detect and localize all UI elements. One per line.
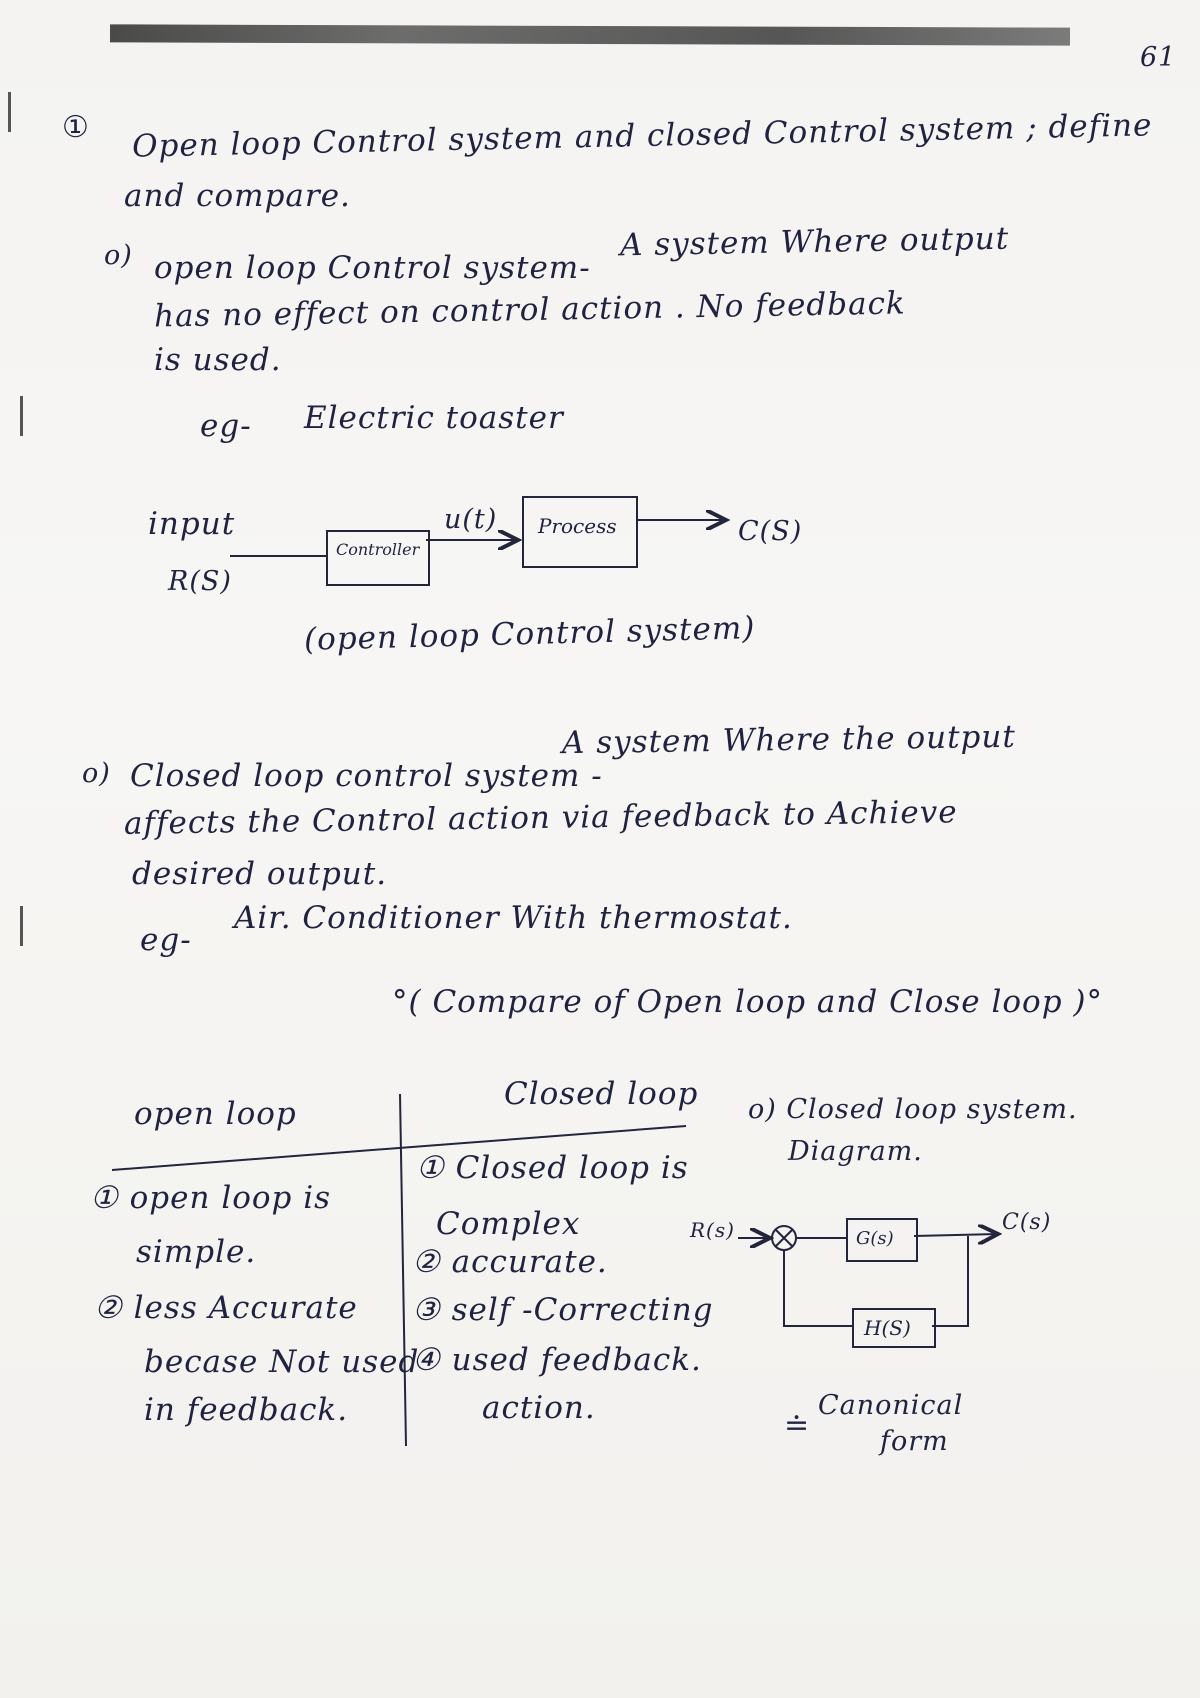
closed-point-line: Complex [436, 1206, 581, 1242]
open-point-line: ① open loop is [90, 1180, 332, 1216]
open-point-line: simple. [136, 1234, 257, 1270]
feedback-return-line [784, 1250, 852, 1326]
input-label: input [148, 506, 236, 542]
closed-point-line: ③ self -Correcting [412, 1292, 714, 1328]
closed-point-line: action. [482, 1390, 596, 1426]
closed-diagram-title-2: Diagram. [788, 1136, 923, 1167]
closed-loop-def-2: affects the Control action via feedback to Achieve [123, 794, 958, 842]
open-point-line: ② less Accurate [94, 1290, 358, 1326]
closed-point-line: ② accurate. [412, 1244, 608, 1280]
canonical-note-2: form [880, 1426, 949, 1457]
canonical-note-1: Canonical [818, 1390, 964, 1421]
page-number: 61 [1140, 42, 1177, 73]
closed-loop-column-header: Closed loop [504, 1076, 699, 1112]
process-label: Process [538, 514, 617, 538]
note-symbol: ≐ [784, 1408, 811, 1443]
open-point-line: becase Not used [144, 1344, 420, 1380]
open-loop-caption: (open loop Control system) [303, 610, 756, 658]
question-number: ① [62, 110, 90, 145]
question-line-1: Open loop Control system and closed Control system ; define [131, 107, 1153, 165]
compare-heading: °( Compare of Open loop and Close loop )° [392, 984, 1104, 1020]
closed-point-line: ④ used feedback. [412, 1342, 702, 1378]
u-of-t-label: u(t) [444, 504, 498, 535]
open-loop-bullet: o) [104, 240, 133, 271]
closed-r-label: R(s) [690, 1218, 735, 1242]
closed-diagram-title-1: o) Closed loop system. [748, 1094, 1078, 1125]
open-loop-heading: open loop Control system- [154, 250, 591, 286]
open-loop-def-3: is used. [154, 342, 282, 378]
closed-loop-heading: Closed loop control system - [130, 758, 603, 794]
closed-loop-def-1: A system Where the output [561, 718, 1017, 762]
open-loop-def-2: has no effect on control action . No feedback [153, 285, 906, 335]
r-of-s-label: R(S) [168, 566, 232, 597]
closed-loop-bullet: o) [82, 758, 111, 789]
open-loop-eg-label: eg- [200, 408, 252, 444]
open-loop-def-1: A system Where output [619, 220, 1010, 264]
h-block-label: H(S) [864, 1316, 911, 1340]
open-loop-column-header: open loop [134, 1096, 297, 1132]
closed-output-arrow [914, 1234, 998, 1236]
closed-loop-def-3: desired output. [132, 856, 388, 892]
closed-c-label: C(s) [1002, 1210, 1052, 1235]
table-header-rule [112, 1126, 686, 1170]
closed-loop-eg-text: Air. Conditioner With thermostat. [234, 900, 793, 936]
closed-loop-eg-label: eg- [140, 922, 192, 958]
g-block-label: G(s) [856, 1228, 894, 1249]
open-loop-eg-text: Electric toaster [304, 400, 564, 436]
closed-point-line: ① Closed loop is [416, 1150, 689, 1186]
feedback-takeoff-line [932, 1236, 968, 1326]
question-line-2: and compare. [124, 178, 351, 214]
c-of-s-label: C(S) [738, 516, 803, 547]
open-point-line: in feedback. [144, 1392, 349, 1428]
controller-label: Controller [336, 540, 420, 559]
